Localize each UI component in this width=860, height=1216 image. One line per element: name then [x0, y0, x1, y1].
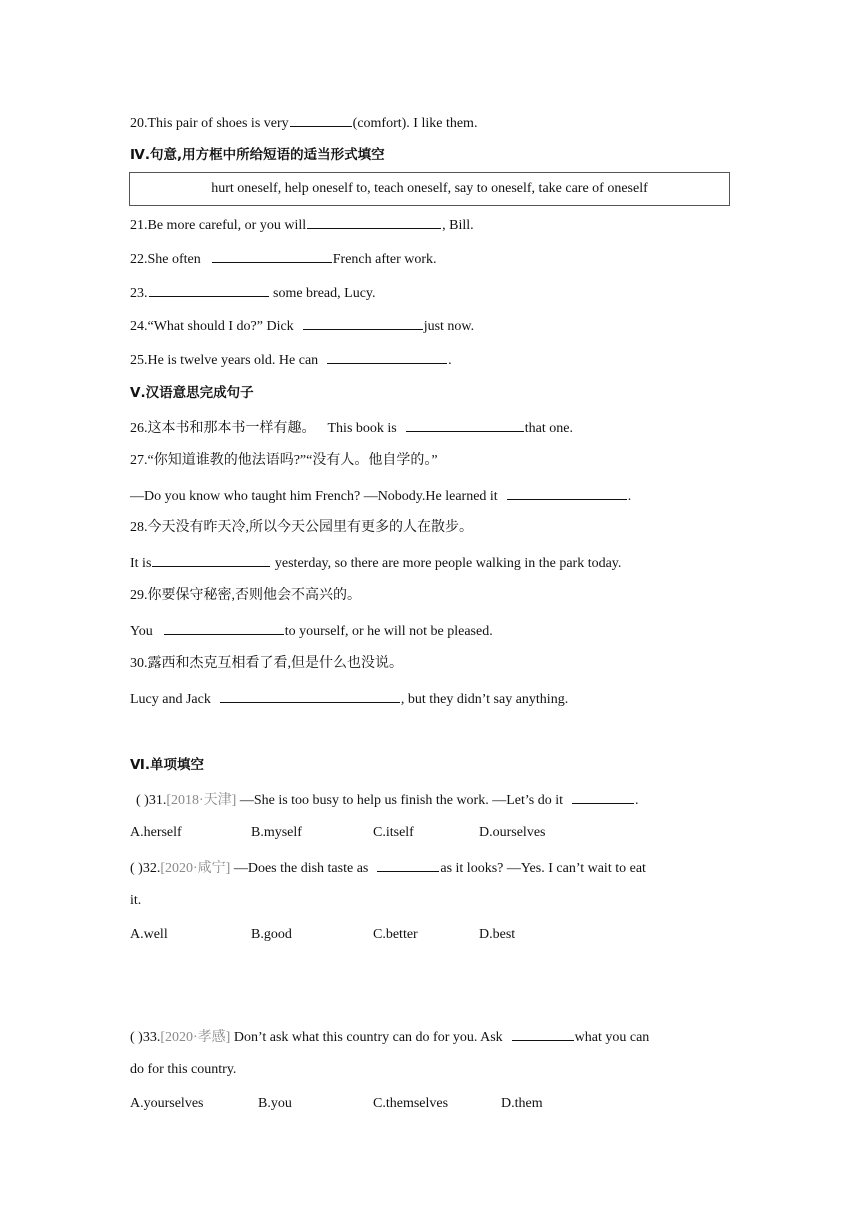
question-number: 26.: [130, 421, 148, 436]
answer-blank[interactable]: [406, 417, 524, 432]
question-29-prompt: [130, 586, 361, 606]
chinese-prompt: 露西和杰克互相看了看,但是什么也没说。: [147, 656, 403, 671]
question-number: 25.: [130, 353, 148, 368]
question-20: [130, 112, 477, 134]
question-text: Be more careful, or you will: [147, 218, 307, 233]
question-text: You: [130, 624, 153, 639]
question-text: He is twelve years old. He can: [147, 353, 319, 368]
question-text: what you can: [574, 1030, 650, 1045]
question-number: 28.: [130, 520, 148, 535]
question-33-continued: do for this country.: [130, 1062, 237, 1077]
answer-blank[interactable]: [507, 485, 627, 500]
question-number: 32.: [142, 861, 161, 876]
chinese-prompt: 这本书和那本书一样有趣。: [147, 421, 316, 436]
chinese-prompt: 今天没有昨天冷,所以今天公园里有更多的人在散步。: [147, 520, 473, 535]
answer-blank[interactable]: [303, 315, 423, 330]
question-text: It is: [130, 556, 152, 571]
option-c[interactable]: C.itself: [373, 825, 414, 840]
question-number: 24.: [130, 319, 148, 334]
option-b[interactable]: B.good: [251, 927, 292, 942]
answer-blank[interactable]: [152, 552, 270, 567]
answer-blank[interactable]: [149, 282, 269, 297]
source-tag: [2020·孝感]: [160, 1030, 231, 1045]
answer-blank[interactable]: [212, 248, 332, 263]
question-30-prompt: [130, 654, 403, 674]
question-28-answer: [130, 552, 621, 574]
phrase-box: [129, 172, 730, 206]
option-b[interactable]: B.you: [258, 1096, 292, 1111]
answer-blank[interactable]: [220, 688, 400, 703]
question-28-prompt: [130, 518, 473, 538]
question-text: .: [634, 793, 639, 808]
question-30-answer: [130, 688, 568, 710]
option-a[interactable]: A.yourselves: [130, 1096, 204, 1111]
option-a[interactable]: A.herself: [130, 825, 182, 840]
question-text: some bread, Lucy.: [269, 286, 376, 301]
question-number: 20.: [130, 116, 148, 131]
section-4-heading: Ⅳ.句意,用方框中所给短语的适当形式填空: [130, 147, 385, 163]
question-text: “What should I do?” Dick: [147, 319, 294, 334]
question-number: 27.: [130, 453, 148, 468]
option-c[interactable]: C.better: [373, 927, 418, 942]
question-text: Lucy and Jack: [130, 692, 211, 707]
question-text: to yourself, or he will not be pleased.: [284, 624, 493, 639]
answer-blank[interactable]: [164, 620, 284, 635]
answer-paren[interactable]: ( ): [130, 861, 143, 876]
question-number: 22.: [130, 252, 148, 267]
question-text: , Bill.: [442, 218, 474, 233]
source-tag: [2018·天津]: [166, 793, 237, 808]
question-text: —She is too busy to help us finish the work. —Let’s do it: [236, 793, 563, 808]
option-d[interactable]: D.ourselves: [479, 825, 546, 840]
option-d[interactable]: D.them: [501, 1096, 543, 1111]
section-5-heading: Ⅴ.汉语意思完成句子: [130, 385, 254, 401]
question-text: .: [627, 489, 632, 504]
question-33: [130, 1026, 649, 1048]
question-text: —Do you know who taught him French? —Nobody.He learned it: [130, 489, 498, 504]
question-number: 33.: [142, 1030, 161, 1045]
question-text: —Does the dish taste as: [230, 861, 369, 876]
question-number: 21.: [130, 218, 148, 233]
question-25: [130, 349, 452, 371]
option-a[interactable]: A.well: [130, 927, 168, 942]
question-text: Don’t ask what this country can do for you. Ask: [230, 1030, 503, 1045]
question-22: [130, 248, 437, 270]
answer-paren[interactable]: ( ): [130, 1030, 143, 1045]
answer-paren[interactable]: ( ): [136, 793, 149, 808]
question-text: as it looks? —Yes. I can’t wait to eat: [440, 861, 646, 876]
phrase-box-text: hurt oneself, help oneself to, teach oneself, say to oneself, take care of oneself: [211, 181, 648, 196]
question-24: [130, 315, 474, 337]
answer-blank[interactable]: [512, 1026, 574, 1041]
option-c[interactable]: C.themselves: [373, 1096, 449, 1111]
question-number: 31.: [148, 793, 167, 808]
question-26: [130, 417, 573, 439]
option-d[interactable]: D.best: [479, 927, 516, 942]
question-29-answer: [130, 620, 493, 642]
question-31: [136, 789, 638, 811]
question-23: [130, 282, 376, 304]
question-text: She often: [147, 252, 201, 267]
answer-blank[interactable]: [377, 857, 439, 872]
question-number: 30.: [130, 656, 148, 671]
answer-blank[interactable]: [327, 349, 447, 364]
chinese-prompt: “你知道谁教的他法语吗?”“没有人。他自学的。”: [147, 453, 438, 468]
question-21: [130, 214, 474, 236]
section-6-heading: Ⅵ.单项填空: [130, 757, 204, 773]
question-text: (comfort). I like them.: [352, 116, 478, 131]
question-number: 23.: [130, 286, 148, 301]
source-tag: [2020·咸宁]: [160, 861, 231, 876]
question-32-continued: it.: [130, 893, 142, 908]
question-text: French after work.: [332, 252, 437, 267]
question-27-answer: [130, 485, 631, 507]
question-text: , but they didn’t say anything.: [400, 692, 569, 707]
answer-blank[interactable]: [572, 789, 634, 804]
question-text: This book is: [327, 421, 397, 436]
question-number: 29.: [130, 588, 148, 603]
question-text: that one.: [524, 421, 573, 436]
answer-blank[interactable]: [307, 214, 441, 229]
question-text: yesterday, so there are more people walking in the park today.: [271, 556, 622, 571]
question-text: just now.: [423, 319, 475, 334]
option-b[interactable]: B.myself: [251, 825, 302, 840]
question-text: .: [448, 353, 452, 368]
question-32: [130, 857, 646, 879]
question-27-prompt: [130, 451, 438, 471]
answer-blank[interactable]: [290, 112, 352, 127]
question-text: This pair of shoes is very: [147, 116, 289, 131]
chinese-prompt: 你要保守秘密,否则他会不高兴的。: [147, 588, 361, 603]
